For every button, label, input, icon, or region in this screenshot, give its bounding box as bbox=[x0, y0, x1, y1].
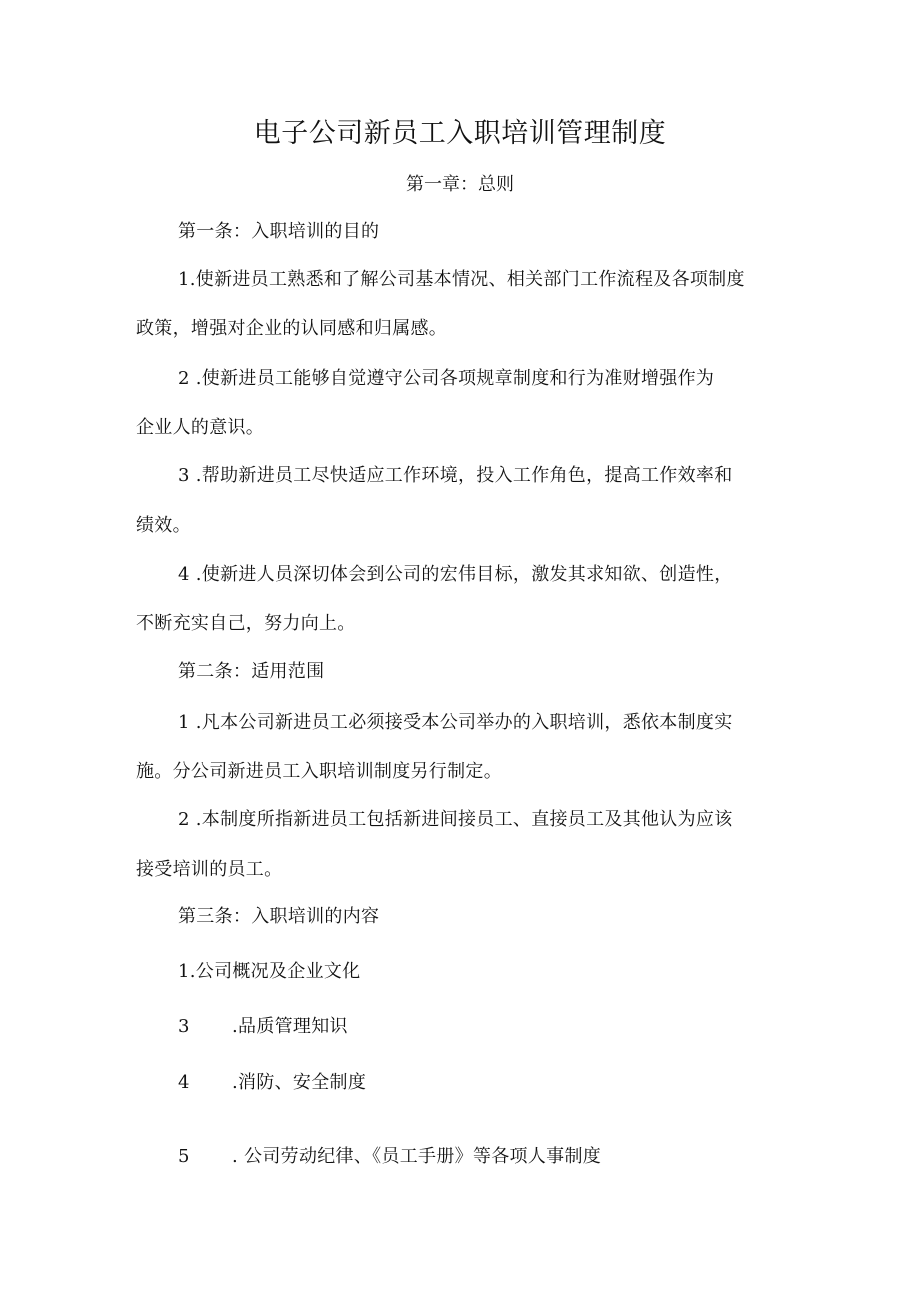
article-3-heading: 第三条：入职培训的内容 bbox=[178, 906, 380, 927]
document-title: 电子公司新员工入职培训管理制度 bbox=[253, 118, 667, 149]
article-1-paragraph-3-line-1: 3 .帮助新进员工尽快适应工作环境，投入工作角色，提高工作效率和 bbox=[178, 465, 733, 486]
item-4-text: .消防、安全制度 bbox=[232, 1072, 367, 1093]
article-3-item-5 bbox=[178, 1142, 796, 1172]
article-2-paragraph-1-line-2: 施。分公司新进员工入职培训制度另行制定。 bbox=[136, 761, 502, 782]
item-4-number: 4 bbox=[178, 1072, 190, 1093]
article-2-heading: 第二条：适用范围 bbox=[178, 661, 325, 682]
item-5-number: 5 bbox=[178, 1146, 190, 1167]
chapter-heading: 第一章：总则 bbox=[406, 174, 514, 195]
article-2-paragraph-2-line-2: 接受培训的员工。 bbox=[136, 859, 283, 880]
article-1-paragraph-1-line-2: 政策，增强对企业的认同感和归属感。 bbox=[136, 318, 448, 339]
item-5-text: . 公司劳动纪律、《员工手册》等各项人事制度 bbox=[232, 1146, 602, 1167]
article-1-paragraph-4-line-2: 不断充实自己，努力向上。 bbox=[136, 613, 356, 634]
article-2-paragraph-2-line-1: 2 .本制度所指新进员工包括新进间接员工、直接员工及其他认为应该 bbox=[178, 809, 733, 830]
article-3-item-3 bbox=[178, 1012, 796, 1042]
article-1-paragraph-3-line-2: 绩效。 bbox=[136, 515, 191, 536]
article-1-heading: 第一条：入职培训的目的 bbox=[178, 221, 380, 242]
article-1-paragraph-1-line-1: 1.使新进员工熟悉和了解公司基本情况、相关部门工作流程及各项制度 bbox=[178, 269, 745, 290]
item-3-number: 3 bbox=[178, 1016, 190, 1037]
article-3-item-4 bbox=[178, 1068, 796, 1098]
item-3-text: .品质管理知识 bbox=[232, 1016, 348, 1037]
article-3-item-1: 1.公司概况及企业文化 bbox=[178, 961, 361, 982]
article-1-paragraph-2-line-1: 2 .使新进员工能够自觉遵守公司各项规章制度和行为准财增强作为 bbox=[178, 368, 715, 389]
article-1-paragraph-4-line-1: 4 .使新进人员深切体会到公司的宏伟目标，激发其求知欲、创造性， bbox=[178, 564, 733, 585]
article-1-paragraph-2-line-2: 企业人的意识。 bbox=[136, 417, 265, 438]
article-2-paragraph-1-line-1: 1 .凡本公司新进员工必须接受本公司举办的入职培训，悉依本制度实 bbox=[178, 712, 733, 733]
